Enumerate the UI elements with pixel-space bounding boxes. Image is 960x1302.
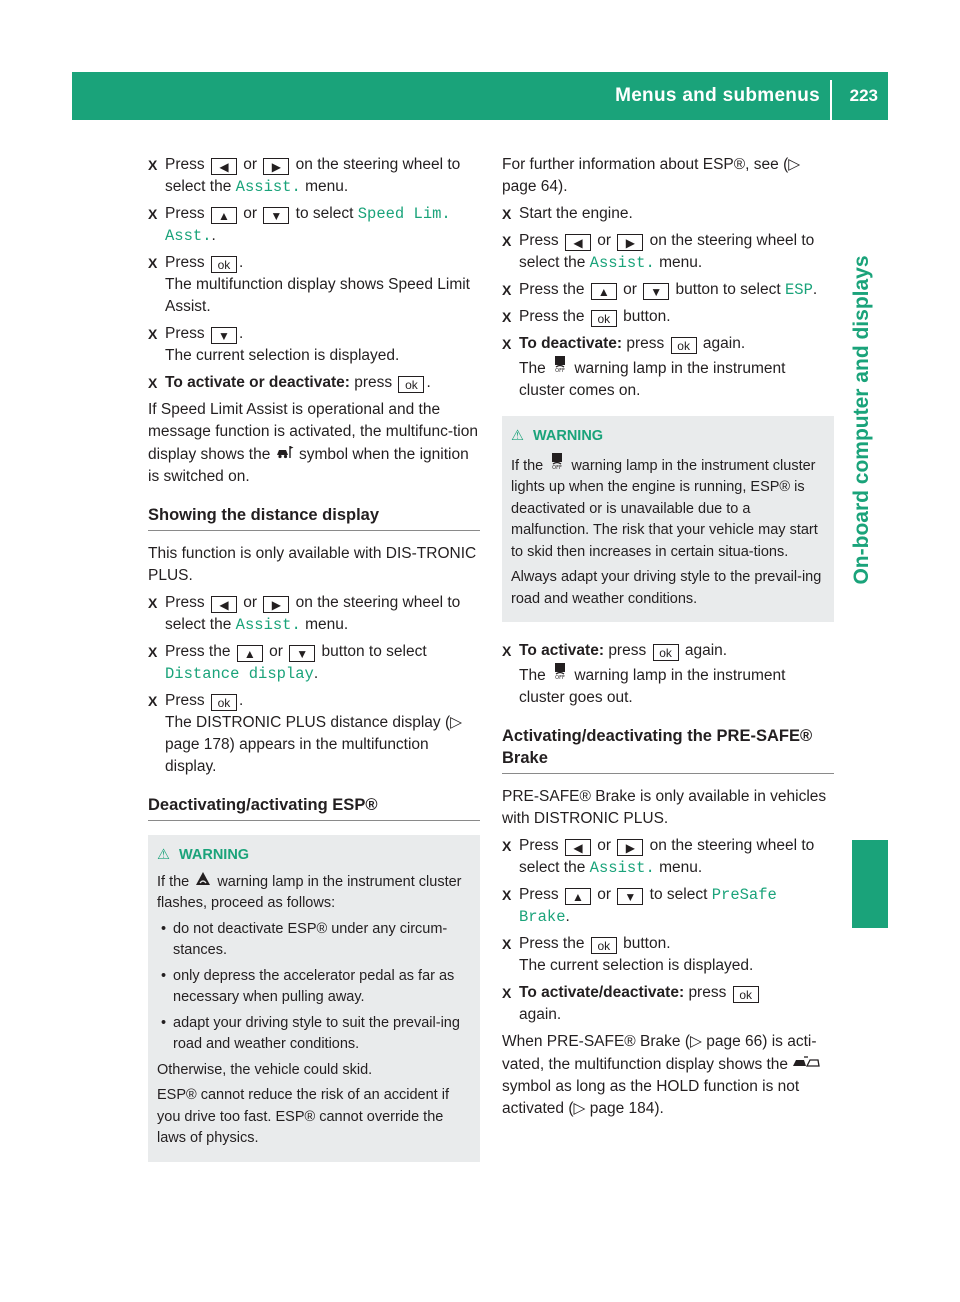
step-activate: X To activate: press ok again. The OFF warning lamp in the instrument cluster goes out. bbox=[502, 640, 834, 709]
up-arrow-key-icon: ▲ bbox=[565, 888, 591, 905]
step-select-esp: X Press the ▲ or ▼ button to select ESP. bbox=[502, 279, 834, 301]
down-arrow-key-icon: ▼ bbox=[289, 645, 315, 662]
warning-text: Otherwise, the vehicle could skid. bbox=[157, 1061, 373, 1078]
car-flag-icon bbox=[275, 443, 295, 465]
step-select-distance-display: X Press the ▲ or ▼ button to select Distance display. bbox=[148, 641, 480, 685]
section-heading-distance-display: Showing the distance display bbox=[148, 504, 480, 531]
menu-name: PreSafe Brake bbox=[519, 886, 777, 926]
page-title: Menus and submenus bbox=[615, 85, 820, 106]
speed-limit-paragraph: If Speed Limit Assist is operational and the message function is activated, the multifunc-tion display shows the symbol when the ignition is switched on. bbox=[148, 401, 478, 485]
presafe-intro: PRE-SAFE® Brake is only available in vehicles with DISTRONIC PLUS. bbox=[502, 788, 827, 827]
ok-key-icon: ok bbox=[653, 644, 679, 661]
warning-bullet: • only depress the accelerator pedal as far as necessary when pulling away. bbox=[157, 966, 472, 1009]
warning-title: ⚠ WARNING bbox=[157, 845, 472, 867]
right-arrow-key-icon: ▶ bbox=[263, 158, 289, 175]
ok-key-icon: ok bbox=[211, 694, 237, 711]
step-select-assist: X Press ◀ or ▶ on the steering wheel to select the Assist. menu. bbox=[502, 835, 834, 879]
right-column bbox=[502, 154, 834, 1125]
warning-bullet: • adapt your driving style to suit the prevail-ing road and weather conditions. bbox=[157, 1013, 472, 1056]
section-heading-presafe: Activating/deactivating the PRE-SAFE® Brake bbox=[502, 725, 834, 774]
step-select-presafe: X Press ▲ or ▼ to select PreSafe Brake. bbox=[502, 884, 834, 928]
left-arrow-key-icon: ◀ bbox=[211, 596, 237, 613]
header-divider bbox=[830, 80, 832, 120]
ok-key-icon: ok bbox=[591, 310, 617, 327]
menu-name: Speed Lim. Asst. bbox=[165, 205, 451, 245]
up-arrow-key-icon: ▲ bbox=[591, 283, 617, 300]
ok-key-icon: ok bbox=[591, 937, 617, 954]
step-deactivate: X To deactivate: press ok again. The OFF warning lamp in the instrument cluster comes on. bbox=[502, 333, 834, 402]
step-press-ok: X Press ok . The multifunction display shows Speed Limit Assist. bbox=[148, 252, 480, 318]
menu-name: Assist. bbox=[589, 859, 655, 877]
ok-key-icon: ok bbox=[398, 376, 424, 393]
section-heading-esp: Deactivating/activating ESP® bbox=[148, 794, 480, 821]
down-arrow-key-icon: ▼ bbox=[263, 207, 289, 224]
side-tab-marker bbox=[852, 840, 888, 928]
ok-key-icon: ok bbox=[671, 337, 697, 354]
menu-name: Distance display bbox=[165, 665, 314, 683]
down-arrow-key-icon: ▼ bbox=[211, 327, 237, 344]
warning-bullet: • do not deactivate ESP® under any circum-stances. bbox=[157, 919, 472, 962]
svg-text:OFF: OFF bbox=[555, 368, 565, 373]
warning-text: ESP® cannot reduce the risk of an accident if you drive too fast. ESP® cannot override the laws of physics. bbox=[157, 1087, 449, 1146]
step-select-assist: X Press ◀ or ▶ on the steering wheel to select the Assist. menu. bbox=[502, 230, 834, 274]
svg-text:OFF: OFF bbox=[555, 675, 565, 680]
left-arrow-key-icon: ◀ bbox=[211, 158, 237, 175]
esp-off-icon bbox=[550, 662, 570, 686]
menu-name: ESP bbox=[784, 281, 813, 299]
right-arrow-key-icon: ▶ bbox=[617, 234, 643, 251]
left-arrow-key-icon: ◀ bbox=[565, 234, 591, 251]
step-activate-deactivate: X To activate or deactivate: press ok . bbox=[148, 372, 480, 394]
step-press-ok: X Press the ok button. bbox=[502, 306, 834, 328]
up-arrow-key-icon: ▲ bbox=[211, 207, 237, 224]
warning-triangle-icon: ⚠ bbox=[157, 847, 170, 863]
step-select-speed-lim: X Press ▲ or ▼ to select Speed Lim. Asst.. bbox=[148, 203, 480, 247]
esp-off-icon bbox=[550, 355, 570, 379]
menu-name: Assist. bbox=[235, 616, 301, 634]
page-header bbox=[72, 72, 888, 120]
menu-name: Assist. bbox=[589, 254, 655, 272]
down-arrow-key-icon: ▼ bbox=[617, 888, 643, 905]
left-column bbox=[148, 154, 480, 1180]
esp-reference: For further information about ESP®, see (▷ page 64). bbox=[502, 156, 801, 195]
step-press-down: X Press ▼ . The current selection is displayed. bbox=[148, 323, 480, 367]
esp-skid-icon bbox=[193, 871, 213, 893]
right-arrow-key-icon: ▶ bbox=[263, 596, 289, 613]
side-tab-label: On-board computer and displays bbox=[850, 255, 873, 585]
esp-off-icon bbox=[547, 452, 567, 477]
left-arrow-key-icon: ◀ bbox=[565, 839, 591, 856]
step-activate-deactivate: X To activate/deactivate: press ok again. bbox=[502, 982, 834, 1026]
step-select-assist: X Press ◀ or ▶ on the steering wheel to select the Assist. menu. bbox=[148, 592, 480, 636]
ok-key-icon: ok bbox=[211, 256, 237, 273]
ok-key-icon: ok bbox=[733, 986, 759, 1003]
svg-text:OFF: OFF bbox=[552, 464, 563, 470]
presafe-paragraph: When PRE-SAFE® Brake (▷ page 66) is acti-vated, the multifunction display shows the symbol as long as the HOLD function is not activated (▷ page 184). bbox=[502, 1031, 834, 1120]
menu-name: Assist. bbox=[235, 178, 301, 196]
warning-title: ⚠ WARNING bbox=[511, 426, 826, 448]
right-arrow-key-icon: ▶ bbox=[617, 839, 643, 856]
step-press-ok: X Press ok . The DISTRONIC PLUS distance display (▷ page 178) appears in the multifunction display. bbox=[148, 690, 480, 778]
page-number: 223 bbox=[849, 86, 878, 105]
up-arrow-key-icon: ▲ bbox=[237, 645, 263, 662]
distance-intro: This function is only available with DIS-TRONIC PLUS. bbox=[148, 545, 477, 584]
warning-box-esp-lamp: ⚠ WARNING If the OFF warning lamp in the instrument cluster lights up when the engine is running, ESP® is deactivated or is unavailable due to a malfunction. The risk that your vehicle may start to skid then increases in certain situa-tions. Always adapt your driving style to the prevail-ing road and weather conditions. bbox=[502, 416, 834, 622]
step-select-assist: X Press ◀ or ▶ on the steering wheel to select the Assist. menu. bbox=[148, 154, 480, 198]
step-press-ok: X Press the ok button. The current selection is displayed. bbox=[502, 933, 834, 977]
side-tab bbox=[832, 140, 892, 700]
presafe-brake-icon bbox=[792, 1053, 812, 1075]
step-start-engine: X Start the engine. bbox=[502, 203, 834, 225]
warning-text: Always adapt your driving style to the prevail-ing road and weather conditions. bbox=[511, 569, 822, 607]
warning-box-esp: ⚠ WARNING If the warning lamp in the instrument cluster flashes, proceed as follows: • do not deactivate ESP® under any circum-stances. • only depress the accelerator pedal as far as necessary when pulling away. • adapt your driving style to suit the prevail-ing road and weather conditions. Otherwise, the vehicle could skid. ESP® cannot reduce the risk of an accident if you drive too fast. ESP® cannot override the laws of physics. bbox=[148, 835, 480, 1162]
down-arrow-key-icon: ▼ bbox=[643, 283, 669, 300]
warning-triangle-icon: ⚠ bbox=[511, 428, 524, 444]
